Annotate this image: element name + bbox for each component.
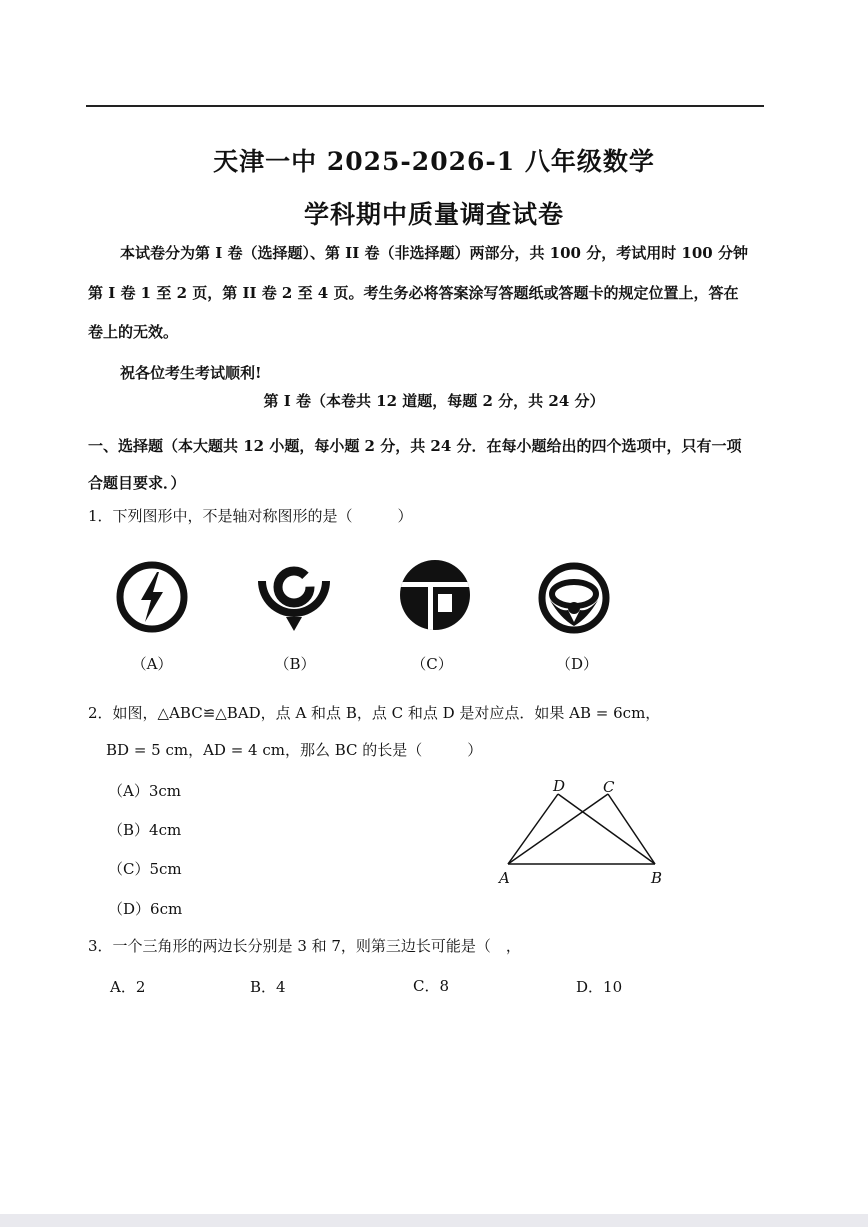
point-a-label: A bbox=[499, 869, 510, 887]
q3-option-d[interactable]: D．10 bbox=[576, 978, 623, 996]
point-d-label: D bbox=[553, 777, 566, 795]
q3-option-b[interactable]: B．4 bbox=[250, 978, 286, 996]
q1-option-a[interactable]: （A） bbox=[131, 655, 173, 673]
lightning-circle-icon bbox=[113, 558, 191, 636]
page-subtitle: 学科期中质量调查试卷 bbox=[303, 200, 564, 229]
q1-option-d[interactable]: （D） bbox=[555, 655, 599, 673]
q3-option-c[interactable]: C．8 bbox=[413, 977, 450, 995]
q1-option-b[interactable]: （B） bbox=[274, 655, 316, 673]
q1-option-c[interactable]: （C） bbox=[411, 655, 453, 673]
q2-stem-line-2: BD = 5 cm，AD = 4 cm，那么 BC 的长是（ ） bbox=[106, 741, 483, 759]
split-disc-icon bbox=[398, 558, 472, 632]
instructions-line-2: 合题目要求．） bbox=[88, 474, 186, 492]
triangle-figure bbox=[490, 772, 675, 890]
q2-stem-line-1: 2．如图，△ABC≌△BAD，点 A 和点 B，点 C 和点 D 是对应点．如果 AB = 6cm， bbox=[88, 704, 661, 722]
intro-line-2: 第 I 卷 1 至 2 页，第 II 卷 2 至 4 页。考生务必将答案涂写答题纸或答题卡的规定位置上，答在 bbox=[88, 284, 739, 302]
q2-option-b[interactable]: （B）4cm bbox=[108, 821, 182, 839]
q3-stem: 3．一个三角形的两边长分别是 3 和 7，则第三边长可能是（ ， bbox=[88, 937, 521, 955]
q1-stem: 1．下列图形中，不是轴对称图形的是（ ） bbox=[88, 507, 413, 525]
intro-line-3: 卷上的无效。 bbox=[88, 323, 179, 341]
point-c-label: C bbox=[603, 778, 615, 796]
steering-wheel-icon bbox=[536, 560, 612, 636]
triangle-lines bbox=[490, 772, 675, 890]
point-b-label: B bbox=[651, 869, 663, 887]
bottom-edge bbox=[0, 1214, 868, 1227]
ring-cup-icon bbox=[252, 555, 336, 641]
intro-line-1: 本试卷分为第 I 卷（选择题）、第 II 卷（非选择题）两部分，共 100 分，考试用时 100 分钟 bbox=[120, 244, 748, 262]
page-title: 天津一中 2025-2026-1 八年级数学 bbox=[213, 147, 655, 176]
q2-option-c[interactable]: （C）5cm bbox=[108, 860, 182, 878]
top-rule bbox=[86, 105, 764, 107]
q2-option-d[interactable]: （D）6cm bbox=[108, 900, 183, 918]
wish-text: 祝各位考生考试顺利! bbox=[120, 364, 262, 382]
q2-option-a[interactable]: （A）3cm bbox=[108, 782, 182, 800]
instructions-line-1: 一、选择题（本大题共 12 小题，每小题 2 分，共 24 分．在每小题给出的四个选项中，只有一项 bbox=[88, 437, 742, 455]
q3-option-a[interactable]: A．2 bbox=[110, 978, 146, 996]
section-heading: 第 I 卷（本卷共 12 道题，每题 2 分，共 24 分） bbox=[263, 392, 605, 410]
